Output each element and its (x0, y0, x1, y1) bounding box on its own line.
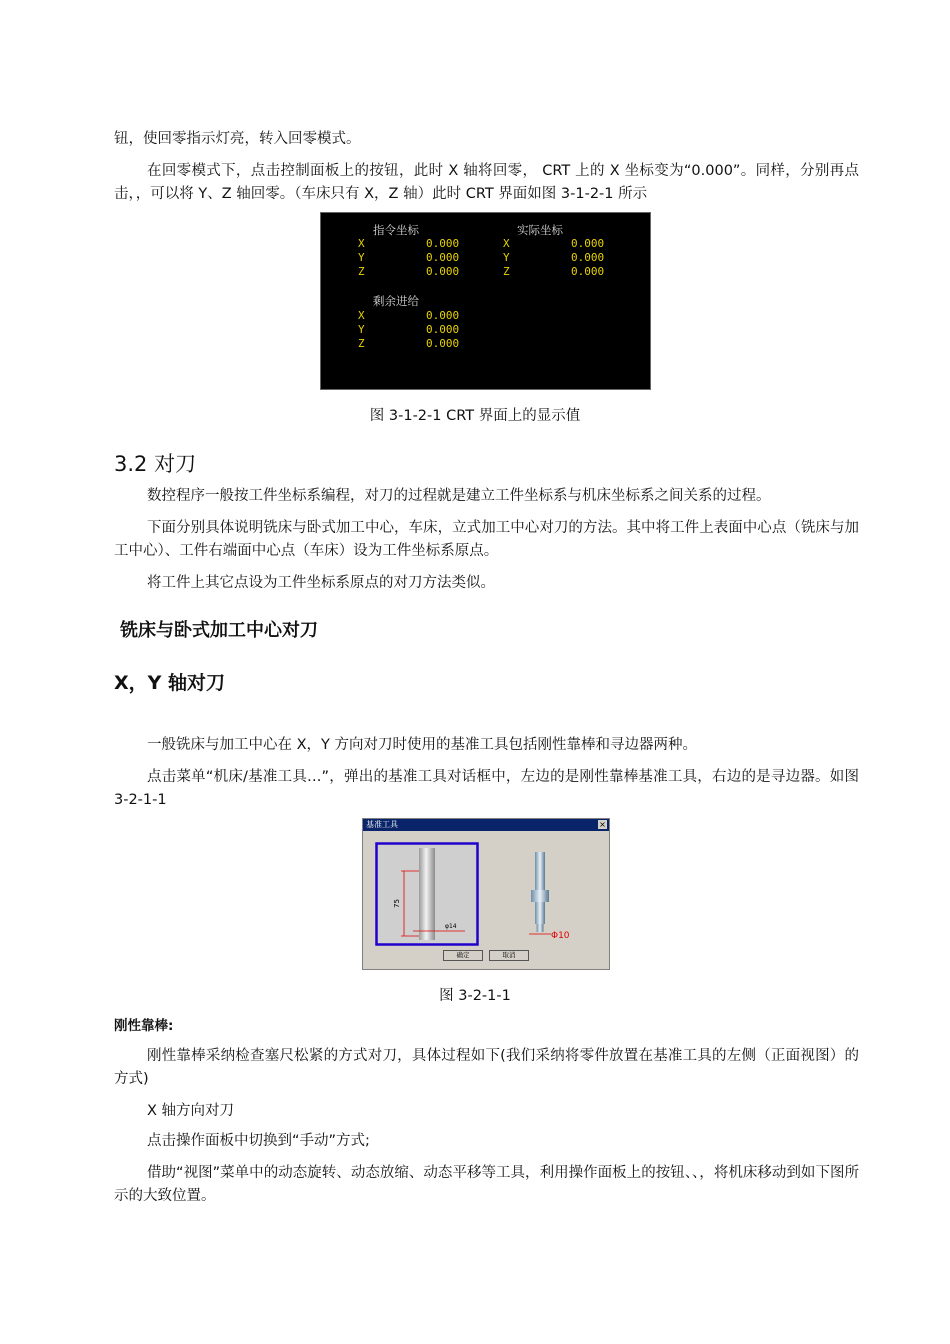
paragraph-base-tools: 一般铣床与加工中心在 X，Y 方向对刀时使用的基准工具包括刚性靠棒和寻边器两种。 (147, 737, 698, 753)
crt-cmd-value-x: 0.000 (426, 237, 460, 250)
crt-actual-title: 实际坐标 (517, 223, 563, 237)
cancel-button[interactable]: 取消 (489, 950, 529, 961)
figure-caption-dialog: 图 3-2-1-1 (439, 988, 511, 1004)
subsubsection-title: X，Y 轴对刀 (114, 672, 226, 694)
crt-rem-axis-y: Y (358, 323, 365, 336)
paragraph-intro: 钮，使回零指示灯亮，转入回零模式。 (114, 131, 361, 147)
subsection-title: 铣床与卧式加工中心对刀 (120, 620, 318, 641)
paragraph-x-axis: X 轴方向对刀 (147, 1103, 235, 1119)
paragraph-other-points: 将工件上其它点设为工件坐标系原点的对刀方法类似。 (147, 575, 495, 591)
paragraph-rigid-rod: 刚性靠棒采纳检查塞尺松紧的方式对刀，具体过程如下(我们采纳将零件放置在基准工具的左侧（正面视图）的方式) (114, 1048, 859, 1087)
crt-cmd-axis-y: Y (358, 251, 365, 264)
paragraph-menu: 点击菜单“机床/基准工具…”，弹出的基准工具对话框中，左边的是刚性靠棒基准工具，右边的是寻边器。如图 3-2-1-1 (114, 769, 859, 808)
crt-cmd-axis-x: X (358, 237, 365, 250)
crt-cmd-value-y: 0.000 (426, 251, 460, 264)
paragraph-methods: 下面分别具体说明铣床与卧式加工中心，车床，立式加工中心对刀的方法。其中将工件上表面中心点（铣床与加工中心）、工件右端面中心点（车床）设为工件坐标系原点。 (114, 520, 859, 559)
paragraph-tool-setting-def: 数控程序一般按工件坐标系编程，对刀的过程就是建立工件坐标系与机床坐标系之间关系的过程。 (147, 488, 771, 504)
paragraph-return-zero: 在回零模式下，点击控制面板上的按钮，此时 X 轴将回零， CRT 上的 X 坐标变为“0.000”。同样，分别再点击，，可以将 Y、Z 轴回零。（车床只有 X，Z 轴）此时 CRT 界面如图 3-1-2-1 所示 (114, 163, 859, 202)
crt-act-value-x: 0.000 (571, 237, 605, 250)
section-title: 3.2 对刀 (114, 452, 197, 476)
crt-rem-axis-z: Z (358, 337, 365, 350)
crt-act-value-z: 0.000 (571, 265, 605, 278)
finder-diameter-label: Φ10 (551, 931, 570, 941)
rigid-rod-heading: 刚性靠棒: (114, 1018, 174, 1034)
paragraph-view-tools: 借助“视图”菜单中的动态旋转、动态放缩、动态平移等工具，利用操作面板上的按钮、、，将机床移动到如下图所示的大致位置。 (114, 1165, 859, 1204)
ok-button[interactable]: 确定 (443, 950, 483, 961)
crt-rem-value-y: 0.000 (426, 323, 460, 336)
crt-act-value-y: 0.000 (571, 251, 605, 264)
crt-rem-axis-x: X (358, 309, 365, 322)
crt-remaining-title: 剩余进给 (373, 294, 419, 308)
crt-rem-value-z: 0.000 (426, 337, 460, 350)
close-icon[interactable]: × (599, 820, 606, 829)
rod-length-label: 75 (393, 899, 401, 908)
edge-finder-tool[interactable] (489, 842, 594, 946)
crt-cmd-value-z: 0.000 (426, 265, 460, 278)
base-tool-dialog (362, 818, 610, 970)
crt-act-axis-y: Y (503, 251, 510, 264)
crt-act-axis-z: Z (503, 265, 510, 278)
crt-cmd-axis-z: Z (358, 265, 365, 278)
dialog-titlebar (363, 819, 609, 831)
crt-rem-value-x: 0.000 (426, 309, 460, 322)
rod-diameter-label: φ14 (445, 923, 457, 930)
paragraph-manual-mode: 点击操作面板中切换到“手动”方式; (147, 1133, 370, 1149)
crt-command-title: 指令坐标 (373, 223, 419, 237)
dialog-title: 基准工具 (366, 820, 398, 829)
crt-display (320, 212, 651, 390)
rigid-rod-tool[interactable] (375, 842, 479, 946)
crt-act-axis-x: X (503, 237, 510, 250)
figure-caption-crt: 图 3-1-2-1 CRT 界面上的显示值 (369, 408, 581, 424)
